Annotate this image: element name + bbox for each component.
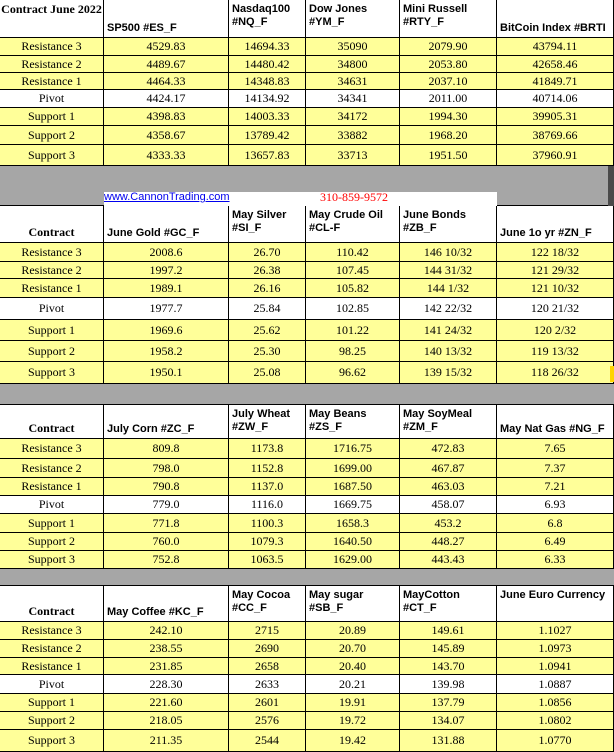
level-value: 809.8 bbox=[104, 439, 229, 459]
level-value: 7.37 bbox=[497, 459, 614, 478]
level-value: 4424.17 bbox=[104, 90, 229, 108]
level-row bbox=[0, 243, 614, 262]
level-label: Resistance 1 bbox=[0, 73, 104, 90]
level-label: Resistance 3 bbox=[0, 243, 104, 262]
level-value: 1.0887 bbox=[497, 675, 614, 694]
level-row bbox=[0, 90, 614, 108]
contract-header: MayCotton #CT_F bbox=[400, 586, 497, 622]
contract-header: Mini Russell #RTY_F bbox=[400, 0, 497, 38]
level-value: 458.07 bbox=[400, 496, 497, 514]
level-value: 1658.3 bbox=[306, 514, 400, 533]
level-label: Resistance 2 bbox=[0, 640, 104, 658]
level-value: 118 26/32 bbox=[497, 362, 614, 384]
level-value: 14480.42 bbox=[229, 56, 306, 73]
level-value: 105.82 bbox=[306, 279, 400, 298]
contract-label: Contract bbox=[0, 405, 104, 439]
contract-header: May Nat Gas #NG_F bbox=[497, 405, 614, 439]
level-value: 6.93 bbox=[497, 496, 614, 514]
level-row bbox=[0, 126, 614, 145]
contract-title: Contract June 2022 bbox=[0, 0, 104, 38]
level-value: 33713 bbox=[306, 145, 400, 166]
section4-header-row bbox=[0, 586, 614, 622]
level-value: 140 13/32 bbox=[400, 341, 497, 362]
level-value: 211.35 bbox=[104, 730, 229, 752]
level-value: 14003.33 bbox=[229, 108, 306, 126]
level-value: 4358.67 bbox=[104, 126, 229, 145]
level-row bbox=[0, 56, 614, 73]
level-value: 42658.46 bbox=[497, 56, 614, 73]
level-value: 1116.0 bbox=[229, 496, 306, 514]
level-row bbox=[0, 38, 614, 56]
level-label: Resistance 1 bbox=[0, 478, 104, 496]
level-value: 149.61 bbox=[400, 622, 497, 640]
level-value: 131.88 bbox=[400, 730, 497, 752]
level-value: 2658 bbox=[229, 658, 306, 675]
level-value: 19.42 bbox=[306, 730, 400, 752]
level-value: 1968.20 bbox=[400, 126, 497, 145]
level-value: 1079.3 bbox=[229, 533, 306, 551]
level-value: 39905.31 bbox=[497, 108, 614, 126]
level-row bbox=[0, 459, 614, 478]
level-value: 20.21 bbox=[306, 675, 400, 694]
level-row bbox=[0, 320, 614, 341]
level-value: 1997.2 bbox=[104, 262, 229, 279]
level-label: Resistance 3 bbox=[0, 622, 104, 640]
level-value: 19.91 bbox=[306, 694, 400, 712]
level-label: Support 1 bbox=[0, 108, 104, 126]
level-label: Pivot bbox=[0, 496, 104, 514]
banner-row bbox=[0, 166, 614, 206]
level-value: 2576 bbox=[229, 712, 306, 730]
level-label: Resistance 3 bbox=[0, 38, 104, 56]
level-value: 463.03 bbox=[400, 478, 497, 496]
level-value: 779.0 bbox=[104, 496, 229, 514]
level-row bbox=[0, 362, 614, 384]
contract-label: Contract bbox=[0, 586, 104, 622]
contract-header: Nasdaq100 #NQ_F bbox=[229, 0, 306, 38]
level-value: 2053.80 bbox=[400, 56, 497, 73]
level-value: 242.10 bbox=[104, 622, 229, 640]
level-value: 1669.75 bbox=[306, 496, 400, 514]
level-value: 20.89 bbox=[306, 622, 400, 640]
level-row bbox=[0, 622, 614, 640]
level-value: 101.22 bbox=[306, 320, 400, 341]
level-value: 2011.00 bbox=[400, 90, 497, 108]
level-value: 107.45 bbox=[306, 262, 400, 279]
level-value: 34341 bbox=[306, 90, 400, 108]
contract-header: May Beans #ZS_F bbox=[306, 405, 400, 439]
level-row bbox=[0, 496, 614, 514]
level-value: 110.42 bbox=[306, 243, 400, 262]
level-value: 1.1027 bbox=[497, 622, 614, 640]
level-value: 1687.50 bbox=[306, 478, 400, 496]
level-value: 2037.10 bbox=[400, 73, 497, 90]
level-value: 38769.66 bbox=[497, 126, 614, 145]
edge-marker bbox=[608, 166, 614, 206]
level-label: Pivot bbox=[0, 90, 104, 108]
level-value: 144 31/32 bbox=[400, 262, 497, 279]
level-value: 1951.50 bbox=[400, 145, 497, 166]
contract-header: May sugar #SB_F bbox=[306, 586, 400, 622]
level-value: 40714.06 bbox=[497, 90, 614, 108]
level-value: 120 2/32 bbox=[497, 320, 614, 341]
level-value: 25.08 bbox=[229, 362, 306, 384]
level-value: 798.0 bbox=[104, 459, 229, 478]
level-value: 20.40 bbox=[306, 658, 400, 675]
level-value: 139 15/32 bbox=[400, 362, 497, 384]
level-label: Pivot bbox=[0, 298, 104, 320]
contract-header: June Gold #GC_F bbox=[104, 206, 229, 243]
level-label: Resistance 2 bbox=[0, 459, 104, 478]
level-value: 102.85 bbox=[306, 298, 400, 320]
level-value: 1629.00 bbox=[306, 551, 400, 569]
level-value: 13657.83 bbox=[229, 145, 306, 166]
level-value: 2633 bbox=[229, 675, 306, 694]
level-value: 139.98 bbox=[400, 675, 497, 694]
level-value: 1699.00 bbox=[306, 459, 400, 478]
level-value: 35090 bbox=[306, 38, 400, 56]
level-label: Resistance 1 bbox=[0, 658, 104, 675]
level-row bbox=[0, 262, 614, 279]
contract-header: May SoyMeal #ZM_F bbox=[400, 405, 497, 439]
level-value: 1137.0 bbox=[229, 478, 306, 496]
level-value: 25.62 bbox=[229, 320, 306, 341]
level-row bbox=[0, 108, 614, 126]
contract-header: June 1o yr #ZN_F bbox=[497, 206, 614, 243]
level-value: 760.0 bbox=[104, 533, 229, 551]
level-value: 20.70 bbox=[306, 640, 400, 658]
level-label: Resistance 2 bbox=[0, 262, 104, 279]
level-row bbox=[0, 551, 614, 569]
level-row bbox=[0, 730, 614, 752]
level-value: 141 24/32 bbox=[400, 320, 497, 341]
level-value: 4333.33 bbox=[104, 145, 229, 166]
level-value: 771.8 bbox=[104, 514, 229, 533]
level-value: 7.21 bbox=[497, 478, 614, 496]
level-row bbox=[0, 514, 614, 533]
level-value: 467.87 bbox=[400, 459, 497, 478]
level-value: 1.0770 bbox=[497, 730, 614, 752]
level-row bbox=[0, 145, 614, 166]
level-value: 137.79 bbox=[400, 694, 497, 712]
level-label: Support 1 bbox=[0, 514, 104, 533]
level-value: 122 18/32 bbox=[497, 243, 614, 262]
level-row bbox=[0, 533, 614, 551]
level-value: 2690 bbox=[229, 640, 306, 658]
level-value: 4489.67 bbox=[104, 56, 229, 73]
section3-header-row bbox=[0, 405, 614, 439]
level-value: 448.27 bbox=[400, 533, 497, 551]
level-value: 2601 bbox=[229, 694, 306, 712]
level-value: 25.30 bbox=[229, 341, 306, 362]
section2-header-row bbox=[0, 206, 614, 243]
level-value: 120 21/32 bbox=[497, 298, 614, 320]
contract-header: May Crude Oil #CL-F bbox=[306, 206, 400, 243]
level-value: 119 13/32 bbox=[497, 341, 614, 362]
level-value: 2079.90 bbox=[400, 38, 497, 56]
level-value: 98.25 bbox=[306, 341, 400, 362]
contract-header: BitCoin Index #BRTI bbox=[497, 0, 614, 38]
level-value: 1958.2 bbox=[104, 341, 229, 362]
level-value: 752.8 bbox=[104, 551, 229, 569]
separator-band bbox=[0, 569, 614, 586]
separator-band-fill bbox=[0, 569, 614, 586]
level-value: 14134.92 bbox=[229, 90, 306, 108]
level-row bbox=[0, 712, 614, 730]
level-value: 6.33 bbox=[497, 551, 614, 569]
level-row bbox=[0, 298, 614, 320]
level-value: 43794.11 bbox=[497, 38, 614, 56]
edge-marker bbox=[610, 366, 614, 382]
level-row bbox=[0, 658, 614, 675]
level-row bbox=[0, 675, 614, 694]
level-label: Support 2 bbox=[0, 126, 104, 145]
level-label: Support 1 bbox=[0, 694, 104, 712]
level-value: 1716.75 bbox=[306, 439, 400, 459]
level-label: Resistance 3 bbox=[0, 439, 104, 459]
level-value: 453.2 bbox=[400, 514, 497, 533]
level-value: 14348.83 bbox=[229, 73, 306, 90]
level-value: 96.62 bbox=[306, 362, 400, 384]
level-value: 2715 bbox=[229, 622, 306, 640]
level-label: Resistance 1 bbox=[0, 279, 104, 298]
level-value: 1173.8 bbox=[229, 439, 306, 459]
level-value: 238.55 bbox=[104, 640, 229, 658]
level-value: 146 10/32 bbox=[400, 243, 497, 262]
level-value: 26.70 bbox=[229, 243, 306, 262]
level-value: 443.43 bbox=[400, 551, 497, 569]
level-value: 472.83 bbox=[400, 439, 497, 459]
contract-header: Dow Jones #YM_F bbox=[306, 0, 400, 38]
level-value: 6.49 bbox=[497, 533, 614, 551]
level-value: 228.30 bbox=[104, 675, 229, 694]
level-value: 144 1/32 bbox=[400, 279, 497, 298]
level-row bbox=[0, 640, 614, 658]
level-value: 1100.3 bbox=[229, 514, 306, 533]
level-value: 34172 bbox=[306, 108, 400, 126]
contract-header: June Euro Currency bbox=[497, 586, 614, 622]
level-label: Support 3 bbox=[0, 362, 104, 384]
contract-header: June Bonds #ZB_F bbox=[400, 206, 497, 243]
separator-band-fill bbox=[0, 384, 614, 405]
contract-label: Contract bbox=[0, 206, 104, 243]
level-value: 1969.6 bbox=[104, 320, 229, 341]
level-value: 1.0856 bbox=[497, 694, 614, 712]
level-label: Support 1 bbox=[0, 320, 104, 341]
level-value: 25.84 bbox=[229, 298, 306, 320]
contract-header: May Silver #SI_F bbox=[229, 206, 306, 243]
level-value: 142 22/32 bbox=[400, 298, 497, 320]
level-value: 1640.50 bbox=[306, 533, 400, 551]
contract-header: May Cocoa #CC_F bbox=[229, 586, 306, 622]
level-label: Pivot bbox=[0, 675, 104, 694]
contract-header: May Coffee #KC_F bbox=[104, 586, 229, 622]
level-value: 1994.30 bbox=[400, 108, 497, 126]
phone-number: 310-859-9572 bbox=[320, 190, 388, 204]
level-value: 4398.83 bbox=[104, 108, 229, 126]
level-label: Support 2 bbox=[0, 712, 104, 730]
level-value: 1.0941 bbox=[497, 658, 614, 675]
level-value: 19.72 bbox=[306, 712, 400, 730]
level-value: 143.70 bbox=[400, 658, 497, 675]
level-value: 2008.6 bbox=[104, 243, 229, 262]
level-value: 145.89 bbox=[400, 640, 497, 658]
level-value: 1.0802 bbox=[497, 712, 614, 730]
level-label: Support 3 bbox=[0, 551, 104, 569]
level-value: 37960.91 bbox=[497, 145, 614, 166]
level-value: 33882 bbox=[306, 126, 400, 145]
level-value: 231.85 bbox=[104, 658, 229, 675]
level-value: 13789.42 bbox=[229, 126, 306, 145]
level-value: 2544 bbox=[229, 730, 306, 752]
level-value: 121 29/32 bbox=[497, 262, 614, 279]
level-value: 4529.83 bbox=[104, 38, 229, 56]
level-value: 1063.5 bbox=[229, 551, 306, 569]
level-value: 1989.1 bbox=[104, 279, 229, 298]
level-value: 14694.33 bbox=[229, 38, 306, 56]
contract-header: July Wheat #ZW_F bbox=[229, 405, 306, 439]
level-value: 134.07 bbox=[400, 712, 497, 730]
level-value: 41849.71 bbox=[497, 73, 614, 90]
separator-band bbox=[0, 384, 614, 405]
level-row bbox=[0, 439, 614, 459]
level-row bbox=[0, 694, 614, 712]
contract-header: SP500 #ES_F bbox=[104, 0, 229, 38]
section1-header-row bbox=[0, 0, 614, 38]
level-value: 34800 bbox=[306, 56, 400, 73]
level-value: 221.60 bbox=[104, 694, 229, 712]
level-label: Support 3 bbox=[0, 730, 104, 752]
level-value: 1950.1 bbox=[104, 362, 229, 384]
level-row bbox=[0, 279, 614, 298]
level-row bbox=[0, 73, 614, 90]
level-value: 26.38 bbox=[229, 262, 306, 279]
level-label: Support 2 bbox=[0, 341, 104, 362]
level-value: 1.0973 bbox=[497, 640, 614, 658]
level-value: 121 10/32 bbox=[497, 279, 614, 298]
level-value: 218.05 bbox=[104, 712, 229, 730]
level-value: 4464.33 bbox=[104, 73, 229, 90]
contract-header: July Corn #ZC_F bbox=[104, 405, 229, 439]
level-value: 1977.7 bbox=[104, 298, 229, 320]
level-label: Support 3 bbox=[0, 145, 104, 166]
level-value: 7.65 bbox=[497, 439, 614, 459]
level-row bbox=[0, 341, 614, 362]
level-value: 26.16 bbox=[229, 279, 306, 298]
level-value: 6.8 bbox=[497, 514, 614, 533]
level-row bbox=[0, 478, 614, 496]
level-value: 1152.8 bbox=[229, 459, 306, 478]
level-value: 790.8 bbox=[104, 478, 229, 496]
level-label: Resistance 2 bbox=[0, 56, 104, 73]
level-label: Support 2 bbox=[0, 533, 104, 551]
website-link[interactable]: www.CannonTrading.com bbox=[104, 191, 230, 203]
level-value: 34631 bbox=[306, 73, 400, 90]
